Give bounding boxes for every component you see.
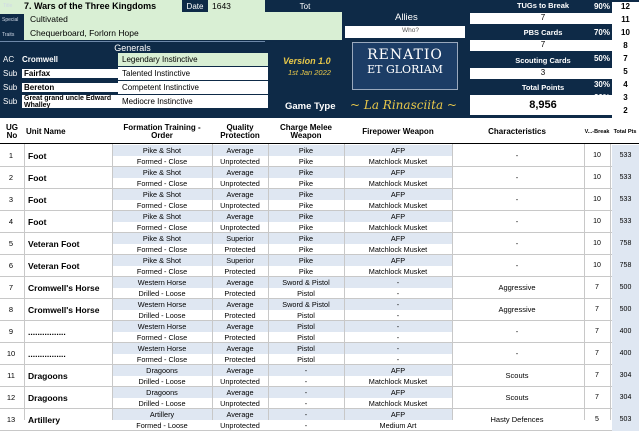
ug-number: 11 — [7, 371, 15, 380]
version-date: 1st Jan 2022 — [288, 68, 331, 77]
firepower-weapon[interactable]: Matchlock Musket — [368, 157, 428, 166]
pct-row: 20% 3 — [582, 93, 639, 107]
v-break: 7 — [595, 284, 599, 291]
unit-name[interactable]: Cromwell's Horse — [28, 283, 100, 293]
pbs-value: 7 — [470, 40, 616, 51]
melee-weapon[interactable]: Pike — [298, 179, 314, 188]
col-formation: Formation Training - Order — [123, 123, 201, 140]
training-order[interactable]: Drilled - Loose — [138, 399, 186, 408]
table-row[interactable] — [0, 343, 639, 365]
ug-number: 12 — [6, 393, 16, 402]
v-break: 10 — [593, 262, 601, 269]
firepower-weapon[interactable]: Matchlock Musket — [368, 201, 428, 210]
unit-name[interactable]: Dragoons — [28, 393, 68, 403]
title-label: Title — [3, 3, 13, 9]
quality[interactable]: Average — [212, 167, 268, 178]
quality[interactable]: Average — [212, 387, 268, 398]
traits-field[interactable]: Chequerboard, Forlorn Hope — [24, 26, 342, 40]
firepower[interactable]: AFP — [344, 167, 452, 178]
pct-row: 80% 11 — [582, 15, 639, 29]
table-row[interactable] — [0, 211, 639, 233]
general-role: Sub — [3, 97, 18, 106]
firepower[interactable]: AFP — [344, 189, 452, 200]
unit-name[interactable]: Foot — [28, 151, 47, 161]
formation[interactable]: Dragoons — [112, 365, 212, 376]
firepower[interactable]: - — [344, 343, 452, 354]
pct-row: 40% 5 — [582, 67, 639, 81]
melee-weapon[interactable]: Pistol — [297, 333, 315, 342]
total-points-label: Total Points — [521, 83, 565, 92]
characteristics[interactable]: Aggressive — [498, 305, 536, 314]
formation[interactable]: Western Horse — [112, 277, 212, 288]
ug-number: 3 — [8, 195, 14, 204]
unit-name[interactable]: Foot — [28, 173, 47, 183]
general-role: Sub — [3, 83, 18, 92]
protection[interactable]: Protected — [224, 355, 256, 364]
game-logo — [352, 42, 458, 90]
v-break: 7 — [595, 350, 599, 357]
general-name: Cromwell — [22, 55, 59, 64]
army-title[interactable]: 7. Wars of the Three Kingdoms — [24, 1, 157, 11]
charge[interactable]: Pike — [268, 255, 344, 266]
ug-number: 6 — [8, 261, 14, 270]
characteristics[interactable]: - — [515, 217, 519, 226]
charge[interactable]: Pistol — [268, 343, 344, 354]
firepower[interactable]: - — [344, 299, 452, 310]
quality[interactable]: Superior — [212, 255, 268, 266]
characteristics[interactable]: - — [515, 151, 519, 160]
training-order[interactable]: Formed - Close — [136, 223, 188, 232]
total-points: 400 — [612, 321, 639, 343]
formation[interactable]: Artillery — [112, 409, 212, 420]
col-characteristics: Characteristics — [488, 127, 546, 136]
quality[interactable]: Average — [212, 145, 268, 156]
charge[interactable]: - — [268, 409, 344, 420]
table-row[interactable] — [0, 299, 639, 321]
melee-weapon[interactable]: Pike — [298, 201, 314, 210]
general-role: Sub — [3, 69, 18, 78]
protection[interactable]: Unprotected — [220, 201, 260, 210]
characteristics[interactable]: - — [515, 349, 519, 358]
melee-weapon[interactable]: Pistol — [297, 289, 315, 298]
charge[interactable]: Pistol — [268, 321, 344, 332]
formation[interactable]: Pike & Shot — [112, 189, 212, 200]
charge[interactable]: Pike — [268, 189, 344, 200]
formation[interactable]: Pike & Shot — [112, 233, 212, 244]
col-firepower: Firepower Weapon — [362, 127, 434, 136]
firepower-weapon[interactable]: Matchlock Musket — [368, 245, 428, 254]
table-row[interactable] — [0, 189, 639, 211]
tugs-value: 7 — [470, 13, 616, 24]
characteristics[interactable]: - — [515, 327, 519, 336]
total-points: 533 — [612, 189, 639, 211]
scouting-value: 3 — [470, 68, 616, 79]
total-points: 533 — [612, 167, 639, 189]
general-name: Bereton — [22, 83, 118, 92]
training-order[interactable]: Drilled - Loose — [138, 311, 186, 320]
traits-label: Traits — [2, 32, 15, 38]
training-order[interactable]: Formed - Close — [136, 267, 188, 276]
formation[interactable]: Pike & Shot — [112, 255, 212, 266]
ug-number: 1 — [8, 151, 14, 160]
table-row[interactable] — [0, 145, 639, 167]
v-break: 10 — [593, 196, 601, 203]
protection[interactable]: Unprotected — [220, 377, 260, 386]
formation[interactable]: Western Horse — [112, 343, 212, 354]
quality[interactable]: Average — [212, 189, 268, 200]
firepower-weapon[interactable]: - — [396, 355, 400, 364]
special-field[interactable]: Cultivated — [24, 12, 342, 26]
protection[interactable]: Unprotected — [220, 179, 260, 188]
total-points: 758 — [612, 233, 639, 255]
formation[interactable]: Western Horse — [112, 299, 212, 310]
melee-weapon[interactable]: Pike — [298, 223, 314, 232]
pct-row: 70% 10 — [582, 28, 639, 42]
characteristics[interactable]: - — [515, 261, 519, 270]
firepower-weapon[interactable]: - — [396, 333, 400, 342]
characteristics[interactable]: Aggressive — [498, 283, 536, 292]
table-row[interactable] — [0, 365, 639, 387]
v-break: 10 — [593, 152, 601, 159]
table-row[interactable] — [0, 321, 639, 343]
col-total: Total Pts — [613, 129, 637, 135]
training-order[interactable]: Drilled - Loose — [138, 289, 186, 298]
firepower-weapon[interactable]: - — [396, 289, 400, 298]
scouting-label: Scouting Cards — [515, 56, 571, 65]
firepower[interactable]: AFP — [344, 145, 452, 156]
table-row[interactable] — [0, 387, 639, 409]
ug-number: 4 — [8, 217, 14, 226]
protection[interactable]: Protected — [224, 267, 256, 276]
ug-number: 13 — [6, 415, 16, 424]
firepower-weapon[interactable]: Matchlock Musket — [368, 179, 428, 188]
version-label: Version 1.0 — [283, 56, 331, 66]
date-value[interactable]: 1643 — [212, 1, 231, 11]
melee-weapon[interactable]: Pike — [298, 157, 314, 166]
firepower[interactable]: AFP — [344, 409, 452, 420]
general-level[interactable]: Mediocre Instinctive — [118, 95, 268, 108]
firepower-weapon[interactable]: Medium Art — [379, 421, 417, 430]
general-level[interactable]: Competent Instinctive — [118, 81, 268, 94]
protection[interactable]: Unprotected — [220, 223, 260, 232]
table-row[interactable] — [0, 277, 639, 299]
training-order[interactable]: Formed - Close — [136, 201, 188, 210]
firepower-weapon[interactable]: Matchlock Musket — [368, 223, 428, 232]
ug-number: 2 — [8, 173, 14, 182]
characteristics[interactable]: - — [515, 239, 519, 248]
ug-number: 10 — [6, 349, 16, 358]
special-label: Special — [2, 17, 19, 23]
charge[interactable]: - — [268, 387, 344, 398]
protection[interactable]: Unprotected — [220, 421, 260, 430]
unit-name[interactable]: Veteran Foot — [28, 239, 80, 249]
pct-row: 60% 8 — [582, 41, 639, 55]
firepower[interactable]: AFP — [344, 255, 452, 266]
total-points: 758 — [612, 255, 639, 277]
characteristics[interactable]: - — [515, 173, 519, 182]
firepower[interactable]: AFP — [344, 211, 452, 222]
general-name: Fairfax — [22, 69, 118, 78]
training-order[interactable]: Formed - Close — [136, 157, 188, 166]
general-level[interactable]: Talented Instinctive — [118, 67, 268, 80]
unit-name[interactable]: ................ — [28, 349, 66, 359]
characteristics[interactable]: - — [515, 195, 519, 204]
melee-weapon[interactable]: - — [304, 421, 308, 430]
charge[interactable]: Sword & Pistol — [268, 277, 344, 288]
pct-row: 30% 4 — [582, 80, 639, 94]
protection[interactable]: Protected — [224, 333, 256, 342]
total-points: 400 — [612, 343, 639, 365]
melee-weapon[interactable]: Pistol — [297, 311, 315, 320]
total-points: 533 — [612, 211, 639, 233]
firepower[interactable]: AFP — [344, 387, 452, 398]
v-break: 5 — [595, 416, 599, 423]
col-quality: Quality Protection — [220, 123, 260, 140]
formation[interactable]: Pike & Shot — [112, 167, 212, 178]
quality[interactable]: Average — [212, 409, 268, 420]
date-label: Date — [182, 0, 208, 14]
training-order[interactable]: Formed - Close — [136, 179, 188, 188]
formation[interactable]: Dragoons — [112, 387, 212, 398]
pct-row: 50% 7 — [582, 54, 639, 68]
charge[interactable]: Pike — [268, 233, 344, 244]
total-points: 304 — [612, 365, 639, 387]
characteristics[interactable]: Scouts — [505, 393, 529, 402]
ug-number: 8 — [8, 305, 14, 314]
v-break: 10 — [593, 174, 601, 181]
v-break: 7 — [595, 328, 599, 335]
v-break: 7 — [595, 306, 599, 313]
v-break: 7 — [595, 372, 599, 379]
formation[interactable]: Pike & Shot — [112, 145, 212, 156]
v-break: 10 — [593, 218, 601, 225]
quality[interactable]: Average — [212, 343, 268, 354]
v-break: 7 — [595, 394, 599, 401]
col-charge: Charge Melee Weapon — [279, 123, 333, 140]
generals-heading: Generals — [0, 41, 265, 53]
table-row[interactable] — [0, 255, 639, 277]
pct-row: 10% 2 — [582, 106, 639, 120]
quality[interactable]: Average — [212, 365, 268, 376]
col-v: V...-Break — [584, 129, 610, 135]
game-type-label: Game Type — [285, 101, 336, 112]
melee-weapon[interactable]: Pistol — [297, 355, 315, 364]
total-points: 503 — [612, 409, 639, 431]
firepower[interactable]: - — [344, 277, 452, 288]
firepower-weapon[interactable]: Matchlock Musket — [368, 267, 428, 276]
logo-line2: ET GLORIAM — [367, 63, 443, 76]
col-ug: UG No — [6, 123, 18, 140]
protection[interactable]: Unprotected — [220, 399, 260, 408]
firepower-weapon[interactable]: Matchlock Musket — [368, 399, 428, 408]
melee-weapon[interactable]: Pike — [298, 245, 314, 254]
total-points: 500 — [612, 299, 639, 321]
quality[interactable]: Average — [212, 299, 268, 310]
total-points-value: 8,956 — [470, 95, 616, 115]
total-points: 500 — [612, 277, 639, 299]
protection[interactable]: Protected — [224, 311, 256, 320]
firepower[interactable]: - — [344, 321, 452, 332]
total-points: 533 — [612, 145, 639, 167]
charge[interactable]: Pike — [268, 145, 344, 156]
firepower-weapon[interactable]: - — [396, 311, 400, 320]
tugs-label: TUGs to Break — [516, 1, 570, 10]
allies-who: Who? — [402, 27, 419, 34]
logo-line1: RENATIO — [367, 47, 443, 63]
game-type-value[interactable]: ~ La Rinasciita ~ — [350, 98, 457, 112]
training-order[interactable]: Formed - Loose — [136, 421, 188, 430]
pbs-label: PBS Cards — [523, 28, 563, 37]
protection[interactable]: Protected — [224, 289, 256, 298]
pct-row: 90% 12 — [582, 2, 639, 16]
general-name: Great grand uncle Edward Whalley — [22, 95, 118, 108]
quality[interactable]: Superior — [212, 233, 268, 244]
characteristics[interactable]: Scouts — [505, 371, 529, 380]
charge[interactable]: - — [268, 365, 344, 376]
charge[interactable]: Sword & Pistol — [268, 299, 344, 310]
charge[interactable]: Pike — [268, 167, 344, 178]
melee-weapon[interactable]: Pike — [298, 267, 314, 276]
general-level[interactable]: Legendary Instinctive — [118, 53, 268, 66]
firepower-weapon[interactable]: Matchlock Musket — [368, 377, 428, 386]
general-role: AC — [3, 55, 15, 64]
quality[interactable]: Average — [212, 321, 268, 332]
firepower[interactable]: AFP — [344, 365, 452, 376]
unit-name[interactable]: ................ — [28, 327, 66, 337]
ug-number: 9 — [8, 327, 14, 336]
ug-number: 7 — [8, 283, 14, 292]
firepower[interactable]: AFP — [344, 233, 452, 244]
quality[interactable]: Average — [212, 277, 268, 288]
formation[interactable]: Pike & Shot — [112, 211, 212, 222]
tot-label: Tot — [265, 0, 345, 14]
training-order[interactable]: Drilled - Loose — [138, 377, 186, 386]
unit-name[interactable]: Foot — [28, 195, 47, 205]
characteristics[interactable]: Hasty Defences — [490, 415, 544, 424]
melee-weapon[interactable]: - — [304, 377, 308, 386]
allies-label: Allies — [395, 12, 418, 23]
unit-name[interactable]: Foot — [28, 217, 47, 227]
col-unit: Unit Name — [26, 127, 66, 136]
total-points: 304 — [612, 387, 639, 409]
unit-name[interactable]: Artillery — [28, 415, 61, 425]
training-order[interactable]: Formed - Close — [136, 333, 188, 342]
protection[interactable]: Unprotected — [220, 157, 260, 166]
unit-name[interactable]: Dragoons — [28, 371, 68, 381]
formation[interactable]: Western Horse — [112, 321, 212, 332]
protection[interactable]: Protected — [224, 245, 256, 254]
table-row[interactable] — [0, 233, 639, 255]
training-order[interactable]: Formed - Close — [136, 355, 188, 364]
charge[interactable]: Pike — [268, 211, 344, 222]
training-order[interactable]: Formed - Close — [136, 245, 188, 254]
quality[interactable]: Average — [212, 211, 268, 222]
unit-name[interactable]: Veteran Foot — [28, 261, 80, 271]
melee-weapon[interactable]: - — [304, 399, 308, 408]
table-row[interactable] — [0, 409, 639, 431]
unit-name[interactable]: Cromwell's Horse — [28, 305, 100, 315]
table-row[interactable] — [0, 167, 639, 189]
general-row[interactable] — [0, 81, 340, 94]
ug-number: 5 — [8, 239, 14, 248]
table-header — [0, 120, 639, 144]
v-break: 10 — [593, 240, 601, 247]
